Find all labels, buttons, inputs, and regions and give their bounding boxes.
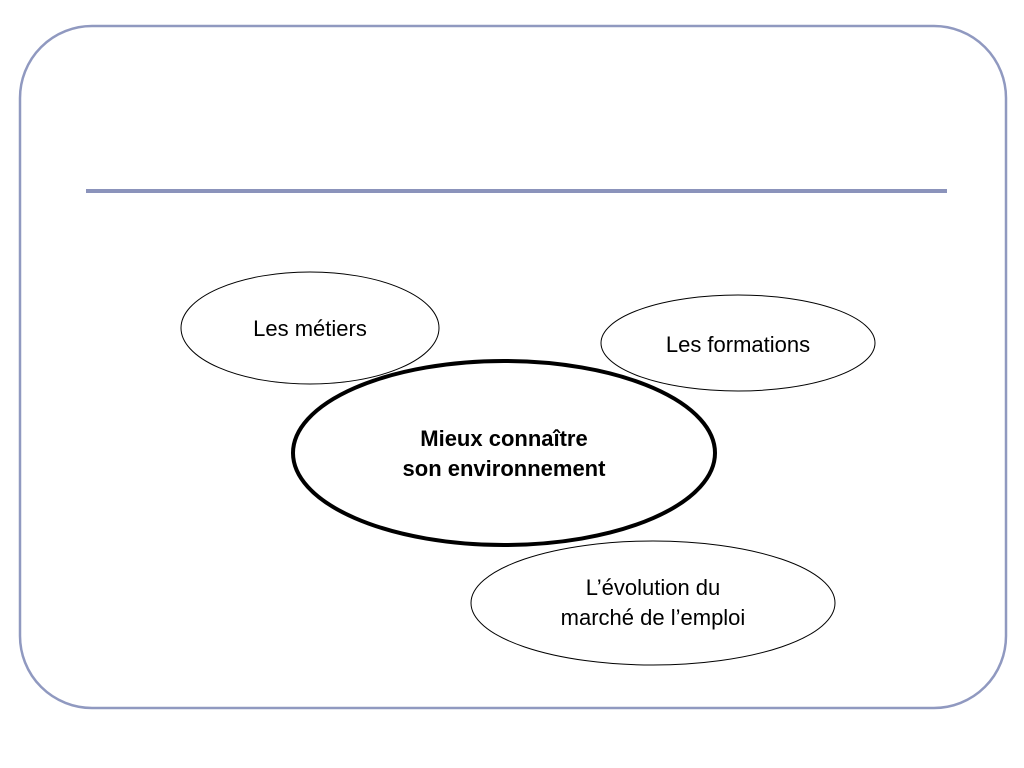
bubble-evolution-shape xyxy=(471,541,835,665)
bubble-evolution-line-2: marché de l’emploi xyxy=(560,605,746,630)
bubble-formations-label: Les formations xyxy=(665,332,811,357)
bubble-metiers-label: Les métiers xyxy=(253,316,367,341)
center-line-1: Mieux connaître xyxy=(420,426,588,451)
bubble-metiers xyxy=(181,272,439,384)
center-bubble-shape xyxy=(293,361,715,545)
center-bubble xyxy=(293,361,715,545)
bubble-evolution-line-1: L’évolution du xyxy=(585,575,721,600)
center-line-2: son environnement xyxy=(402,456,606,481)
bubble-formations xyxy=(601,295,875,391)
bubble-evolution xyxy=(471,541,835,665)
